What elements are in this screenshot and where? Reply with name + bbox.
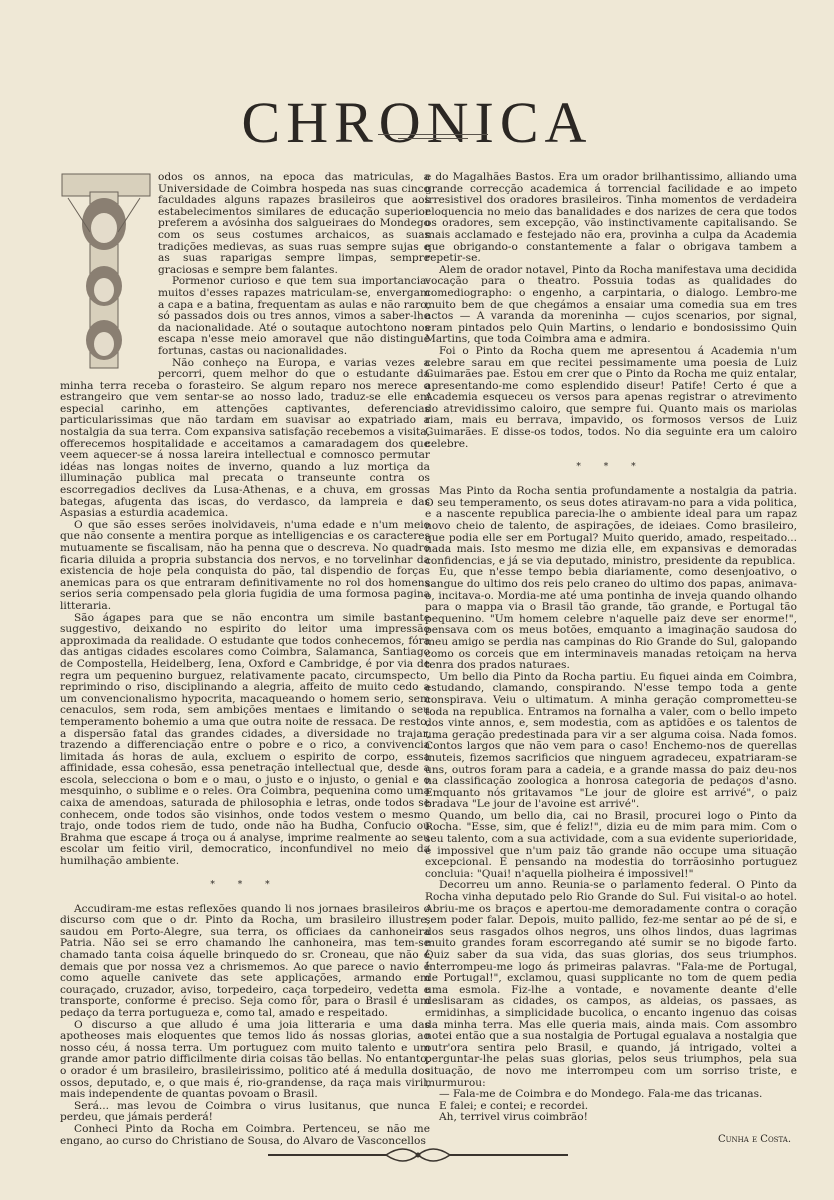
article-right-column xyxy=(425,171,797,1145)
page-title: CHRONICA xyxy=(241,89,593,155)
paragraph: Alem de orador notavel, Pinto da Rocha manifestava uma decidida vocação para o theatro. Possuia todas as qualidades do comediographo: o engenho, a carpintaria, o dialogo. Lembro-me muito bem de que chegámos a ensaiar uma comedia sua em tres actos — A varanda da moreninha — cujos scenarios, por signal, eram pintados pelo Quin Martins, o lendario e bondosissimo Quin Martins, que toda Coimbra ama e admira. xyxy=(425,263,797,346)
decorative-initial-t xyxy=(60,172,152,372)
paragraph: Decorreu um anno. Reunia-se o parlamento federal. O Pinto da Rocha vinha deputado pelo Rio Grande do Sul. Fui visital-o ao hotel. Abriu-me os braços e apertou-me demoradamente contra o coração sem poder falar. Depois, muito pallido, fez-me sentar ao pé de si, e dos seus rasgados olhos negros, uns olhos lindos, duas lagrimas muito grandes foram escorregando até sumir se no bigode farto. Quiz saber da sua vida, das suas glorias, dos seus triumphos. Interrompeu-me logo ás primeiras palavras. "Fala-me de Portugal, de Portugal!", exclamou, quasi supplicante no tom de quem pedia uma esmola. Fiz-lhe a vontade, e novamente deante d'elle deslisaram as cidades, os campos, as aldeias, os passaes, as ermidinhas, a simplicidade bucolica, o encanto ingenuo das coisas da minha terra. Mas elle queria mais, ainda mais. Com assombro notei então que a sua nostalgia de Portugal egualava a nostalgia que outr'ora sentira pelo Brasil, e quando, já intrigado, voltei a perguntar-lhe pelas suas glorias, pelos seus triumphos, pela sua situação, de novo me interrompeu com um sorriso triste, e murmurou: xyxy=(425,879,797,1089)
paragraph: E falei; e contei; e recordei. xyxy=(439,1099,589,1112)
paragraph: Um bello dia Pinto da Rocha partiu. Eu fiquei ainda em Coimbra, estudando, clamando, conspirando. N'esse tempo toda a gente conspirava. Veiu o ultimatum. A minha geração comprometteu-se toda na republica. Entramos na fornalha a valer, com o bello impeto dos vinte annos, e, sem modestia, com as aptidões e os talentos de uma geração predestinada para vir a ser alguma coisa. Nada fomos. Contos largos que não vem para o caso! Enchemo-nos de querellas inuteis, fizemos sacrificios que ninguem agradeceu, expatriaram-se uns, outros foram para a cadeia, e a grande massa do paiz deu-nos na classificação zoologica a honrosa categoria de pedaços d'asno. Emquanto nós gritavamos "Le jour de gloire est arrivé", o paiz bradava "Le jour de l'avoine est arrivé". xyxy=(425,670,797,811)
author-signature: Cunha e Costa. xyxy=(717,1133,791,1145)
paragraph: Pormenor curioso e que tem sua importancia: muitos d'esses rapazes matriculam-se, envergam a capa e a batina, frequentam as aulas e não raro, só passados dois ou tres annos, vimos a saber-lhe da nacionalidade. Até o soutaque autochtono nos escapa n'esse meio amoravel que não distingue fortunas, castas ou nacionalidades. xyxy=(158,275,430,357)
paragraph: Conheci Pinto da Rocha em Coimbra. Pertenceu, se não me engano, ao curso do Christiano de Sousa, do Alvaro de Vasconcellos xyxy=(60,1122,430,1147)
paragraph: O que são esses serões inolvidaveis, n'uma edade e n'um meio que não consente a mentira porque as intelligencias e os caracteres mutuamente se fiscalisam, não ha penna que o descreva. No quadro ficaria diluida a propria substancia dos nervos, e no torvelinhar da existencia de hoje pela conquista do pão, tal dispendio de forças anemicas para os que entraram definitivamente no rol dos homens serios seria compensado pela gloria fugidia de uma formosa pagina litteraria. xyxy=(60,518,430,612)
paragraph: Quando, um bello dia, cai no Brasil, procurei logo o Pinto da Rocha. "Esse, sim, que é feliz!", dizia eu de mim para mim. Com o seu talento, com a sua actividade, com a sua evidente superioridade, é impossivel que n'um paiz tão grande não occupe uma situação excepcional. E pensando na modestia do torrãosinho portuguez concluia: "Quai! n'aquella piolheira é impossivel!" xyxy=(425,809,797,880)
title-rule xyxy=(378,134,488,135)
paragraph: São ágapes para que se não encontra um simile bastante suggestivo, deixando no espirito do leitor uma impressão approximada da realidade. O estudante que todos conhecemos, fóra das antigas cidades escolares como Coimbra, Salamanca, Santiago de Compostella, Heidelberg, Iena, Oxford e Cambridge, é por via de regra um pequenino burguez, relativamente pacato, circumspecto, reprimindo o riso, disciplinando a alegria, affeito de muito cedo a um convencionalismo hypocrita, macaqueando o homem serio, sem cenaculos, sem roda, sem ambições mentaes e limitando o seu temperamento bohemio a uma que outra noite de ressaca. De resto, a dispersão fatal das grandes cidades, a diversidade no trajar, trazendo a differenciação entre o pobre e o rico, a convivencia limitada ás horas de aula, excluem o espirito de corpo, essa affinidade, essa cohesão, essa penetração intellectual que, desde a escola, selecciona o bom e o mau, o justo e o injusto, o genial e o mesquinho, o sublime e o reles. Ora Coimbra, pequenina como uma caixa de amendoas, saturada de philosophia e letras, onde todos se conhecem, onde todos são visinhos, onde todos vestem o mesmo trajo, onde todos riem de tudo, onde não ha Budha, Confucio ou Brahma que escape á troça ou á analyse, imprime realmente ao seu escolar um feitio viril, democratico, inconfundivel no meio da humilhação ambiente. xyxy=(60,611,430,868)
paragraph: Será... mas levou de Coimbra o virus lusitanus, que nunca perdeu, que jámais perderá! xyxy=(60,1099,430,1124)
paragraph: O discurso a que alludo é uma joia litteraria e uma das apotheoses mais eloquentes que temos lido ás nossas glorias, ao nosso céu, á nossa terra. Um portuguez com muito talento e um grande amor patrio difficilmente diria coisas tão bellas. No entanto, o orador é um brasileiro, brasileirissimo, politico até á medulla dos ossos, deputado, e, o que mais é, rio-grandense, da raça mais viril, mais independente de quantas povoam o Brasil. xyxy=(60,1018,430,1101)
paragraph: Ah, terrivel virus coimbrão! xyxy=(439,1111,588,1124)
section-separator: * * * xyxy=(210,879,280,890)
paragraph: e do Magalhães Bastos. Era um orador brilhantissimo, alliando uma grande correcção academica á torrencial facilidade e ao impeto irresistivel dos oradores brasileiros. Tinha momentos de verdadeira eloquencia no meio das banalidades e dos narizes de cera que todos os oradores, sem excepção, vão instinctivamente capitalisando. Se mais acclamado e festejado não era, provinha a culpa da Academia que obrigando-o constantemente a falar o obrigava tambem a repetir-se. xyxy=(425,171,797,265)
title-rule-secondary xyxy=(398,138,468,139)
paragraph: odos os annos, na epoca das matriculas, a Universidade de Coimbra hospeda nas suas cinco faculdades alguns rapazes brasileiros que aos estabelecimentos similares de educação superior preferem a avósinha dos salgueiraes do Mondego com os seus costumes archaicos, as suas tradições medievas, as suas ruas sempre sujas e as suas raparigas sempre limpas, sempre graciosas e sempre bem falantes. xyxy=(158,171,430,276)
section-separator: * * * xyxy=(576,462,646,473)
paragraph: Eu, que n'esse tempo bebia diariamente, como desenjoativo, o sangue do ultimo dos reis pelo craneo do ultimo dos papas, animava-o, incitava-o. Mordia-me até uma pontinha de inveja quando olhando para o mappa via o Brasil tão grande, tão grande, e Portugal tão pequenino. "Um homem celebre n'aquelle paiz deve ser enorme!", pensava com os meus botões, emquanto a imaginação saudosa do meu amigo se perdia nas campinas do Rio Grande do Sul, galopando como os corceis que em interminaveis manadas retoiçam na herva tenra dos prados naturaes. xyxy=(425,566,797,672)
paragraph: — Fala-me de Coimbra e do Mondego. Fala-me das tricanas. xyxy=(439,1088,763,1101)
article-left-column xyxy=(60,171,430,1147)
paragraph: Foi o Pinto da Rocha quem me apresentou á Academia n'um celebre sarau em que recitei pessimamente uma poesia de Luiz Guimarães pae. Estou em crer que o Pinto da Rocha me quiz entalar, apresentando-me como esplendido diseur! Patife! Certo é que a Academia esqueceu os versos para apenas registrar o atrevimento do atrevidissimo caloiro, que sempre fui. Quanto mais os mariolas riam, mais eu berrava, impavido, os formosos versos de Luiz Guimarães. E disse-os todos, todos. No dia seguinte era um caloiro celebre. xyxy=(425,344,797,450)
paragraph: Mas Pinto da Rocha sentia profundamente a nostalgia da patria. O seu temperamento, os seus dotes atiravam-no para a vida politica, e a nascente republica parecia-lhe o ambiente ideal para um rapaz novo cheio de talento, de aspirações, de ideiaes. Como brasileiro, que podia elle ser em Portugal? Muito querido, amado, respeitado... nada mais. Isto mesmo me dizia elle, em expansivas e demoradas confidencias, e já se via deputado, ministro, presidente da republica. xyxy=(425,485,797,567)
paragraph: Accudiram-me estas reflexões quando li nos jornaes brasileiros o discurso com que o dr. Pinto da Rocha, um brasileiro illustre, saudou em Porto-Alegre, sua terra, os officiaes da canhoneira Patria. Não sei se erro chamando lhe canhoneira, mas tem-se chamado tanta coisa áquelle brinquedo do sr. Croneau, que não é demais que por nossa vez a chrismemos. Ao que parece o navio é como aquelle canivete das sete applicações, armando em couraçado, cruzador, aviso, torpedeiro, caça torpedeiro, vedetta e transporte, conforme é preciso. Seja como fôr, para o Brasil é um pedaço da terra portugueza e, como tal, amado e respeitado. xyxy=(60,902,430,1019)
footer-ornament xyxy=(268,1147,568,1163)
paragraph: Não conheço na Europa, e varias vezes a percorri, quem melhor do que o estudante da minha terra receba o forasteiro. Se algum reparo nos merece o estrangeiro que vem sentar-se ao nosso lado, traduz-se elle em especial carinho, em attenções captivantes, deferencias particularissimas que não tardam em suavisar ao expatriado a nostalgia da sua terra. Com expansiva satisfação recebemos a visita, offerecemos hospitalidade e acceitamos a camaradagem dos que veem aquecer-se á nossa lareira intellectual e comnosco permutar idéas nas longas noites de inverno, quando a luz mortiça da illuminação publica mal precata o transeunte contra os escorregadios declives da Lusa-Athenas, e a chuva, em grossas bategas, afugenta das iscas, do verdasco, da lampreia e das Aspasias a esturdia academica. xyxy=(60,356,430,520)
